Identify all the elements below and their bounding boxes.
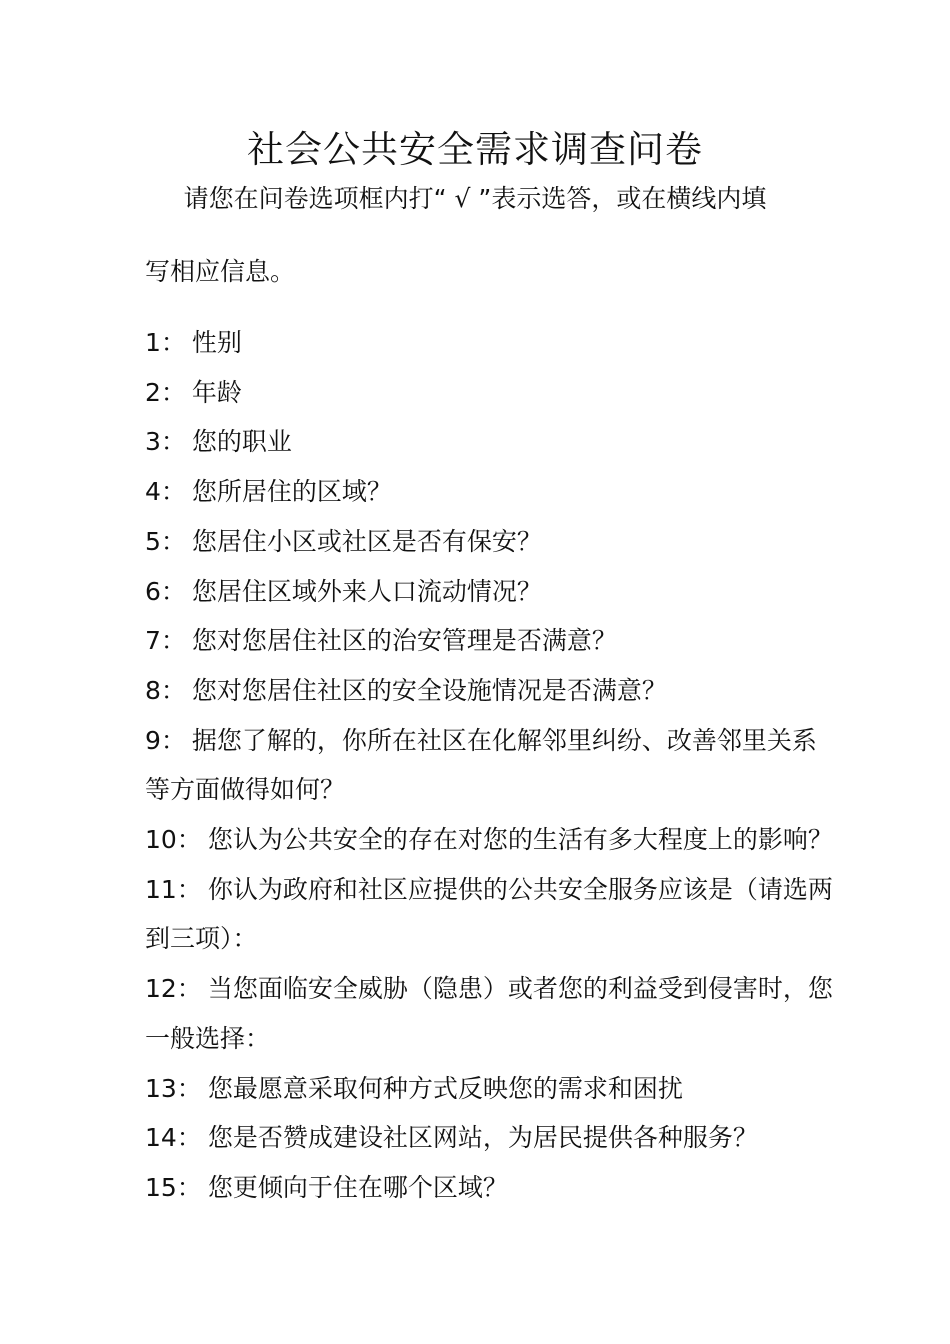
- question-number: 1：: [145, 328, 186, 357]
- question-item: [145, 517, 835, 567]
- question-number: 9：: [145, 725, 186, 755]
- question-number: 11：: [145, 874, 202, 904]
- question-item: [145, 467, 835, 517]
- instruction-text: 请您在问卷选项框内打“ √ ”表示选答，或在横线内填: [183, 184, 767, 213]
- question-number: 6：: [145, 576, 186, 606]
- question-item: [145, 318, 835, 368]
- question-number: 2：: [145, 377, 186, 407]
- question-text: 您更倾向于住在哪个区域？: [207, 1172, 508, 1202]
- question-text: 您所居住的区域？: [191, 477, 392, 507]
- question-item: [145, 865, 835, 964]
- question-number: 8：: [145, 675, 186, 705]
- question-item: [145, 616, 835, 666]
- question-item: [145, 368, 835, 418]
- question-text: 您最愿意采取何种方式反映您的需求和困扰: [207, 1073, 683, 1103]
- question-number: 14：: [145, 1123, 202, 1153]
- question-item: [145, 716, 835, 815]
- question-number: 12：: [145, 974, 202, 1004]
- question-text: 您对您居住社区的安全设施情况是否满意？: [191, 675, 667, 705]
- question-item: [145, 1064, 835, 1114]
- question-text: 您是否赞成建设社区网站，为居民提供各种服务？: [207, 1123, 758, 1153]
- question-item: [145, 417, 835, 467]
- question-item: [145, 567, 835, 617]
- question-text: 性别: [191, 328, 242, 357]
- question-text: 据您了解的，你所在社区在化解邻里纠纷、改善邻里关系等方面做得如何？: [145, 725, 817, 805]
- question-item: [145, 964, 835, 1063]
- instruction-text-continued: 写相应信息。: [145, 257, 296, 286]
- question-text: 你认为政府和社区应提供的公共安全服务应该是（请选两到三项）：: [145, 874, 833, 954]
- question-list: [145, 318, 835, 1213]
- question-number: 5：: [145, 526, 186, 556]
- question-number: 3：: [145, 427, 186, 457]
- question-text: 您的职业: [191, 427, 292, 457]
- survey-title: 社会公共安全需求调查问卷: [247, 128, 703, 171]
- question-item: [145, 666, 835, 716]
- question-item: [145, 1113, 835, 1163]
- question-text: 您认为公共安全的存在对您的生活有多大程度上的影响？: [207, 825, 833, 855]
- question-item: [145, 815, 835, 865]
- question-item: [145, 1163, 835, 1213]
- question-number: 15：: [145, 1172, 202, 1202]
- question-number: 7：: [145, 626, 186, 656]
- question-number: 13：: [145, 1073, 202, 1103]
- question-text: 您居住小区或社区是否有保安？: [191, 526, 542, 556]
- question-text: 当您面临安全威胁（隐患）或者您的利益受到侵害时，您一般选择：: [145, 974, 833, 1053]
- question-text: 您对您居住社区的治安管理是否满意？: [191, 626, 617, 656]
- question-number: 10：: [145, 825, 202, 855]
- question-number: 4：: [145, 477, 186, 507]
- question-text: 年龄: [191, 377, 242, 407]
- question-text: 您居住区域外来人口流动情况？: [191, 576, 542, 606]
